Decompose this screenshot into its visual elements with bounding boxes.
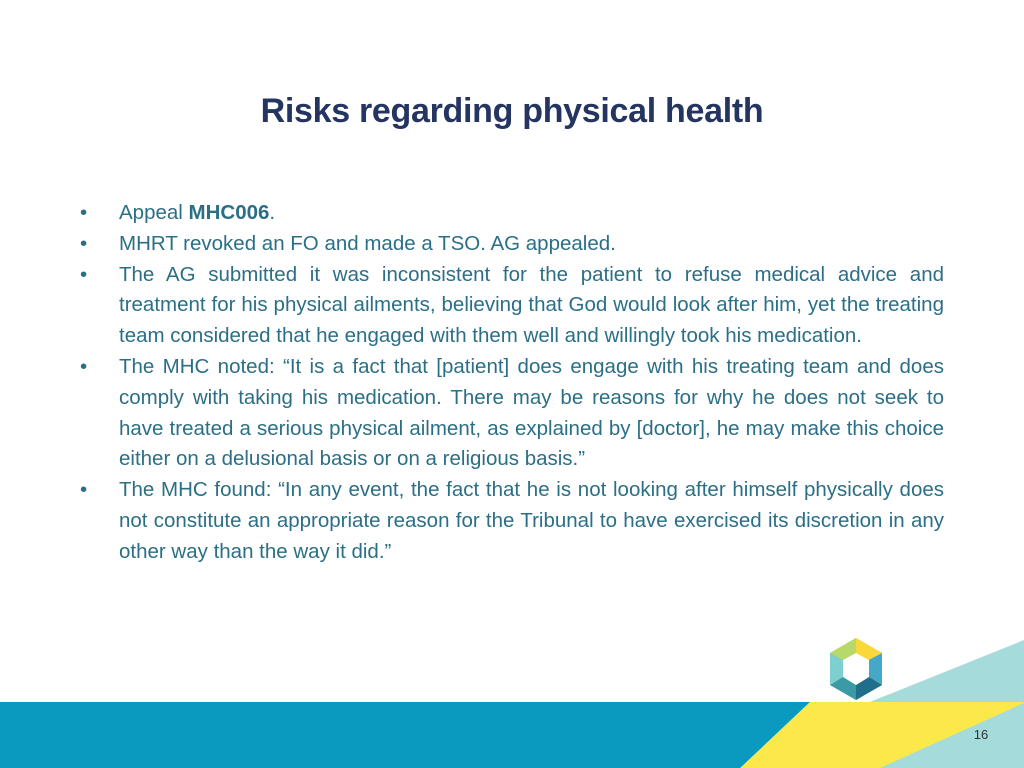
bullet-text: The AG submitted it was inconsistent for the patient to refuse medical advice and treatment for his physical ailments, believing that God would look after him, yet the treating team considered that he engaged with them well and willingly took his medication. (119, 262, 944, 348)
bullet-item (78, 475, 944, 567)
bullet-text-prefix: Appeal (119, 201, 189, 224)
bullet-dot: • (80, 354, 88, 378)
bullet-text-suffix: . (269, 201, 276, 224)
bullet-dot: • (80, 262, 88, 286)
bullet-item (78, 352, 944, 475)
bullet-item (78, 198, 944, 229)
bullet-text: MHRT revoked an FO and made a TSO. AG appealed. (119, 231, 616, 255)
slide-title: Risks regarding physical health (260, 92, 764, 130)
bullet-dot: • (80, 478, 88, 502)
bullet-list (78, 198, 944, 568)
bullet-item (78, 229, 944, 260)
blue-band (0, 702, 810, 768)
bullet-text: The MHC found: “In any event, the fact that he is not looking after himself physically does not constitute an appropriate reason for the Tribunal to have exercised its discretion in any other way than the way it did.” (119, 478, 944, 563)
appeal-id: MHC006 (188, 201, 270, 224)
bullet-item (78, 260, 944, 352)
hexagon-logo-icon (826, 636, 886, 702)
bullet-text: The MHC noted: “It is a fact that [patient] does engage with his treating team and does comply with taking his medication. There may be reasons for why he does not seek to have treated a serious physical ailment, as explained by [doctor], he may make this choice either on a delusional basis or on a religious basis.” (119, 354, 944, 471)
page-number: 16 (973, 727, 989, 742)
bullet-dot: • (80, 201, 88, 224)
bullet-dot: • (80, 231, 88, 255)
